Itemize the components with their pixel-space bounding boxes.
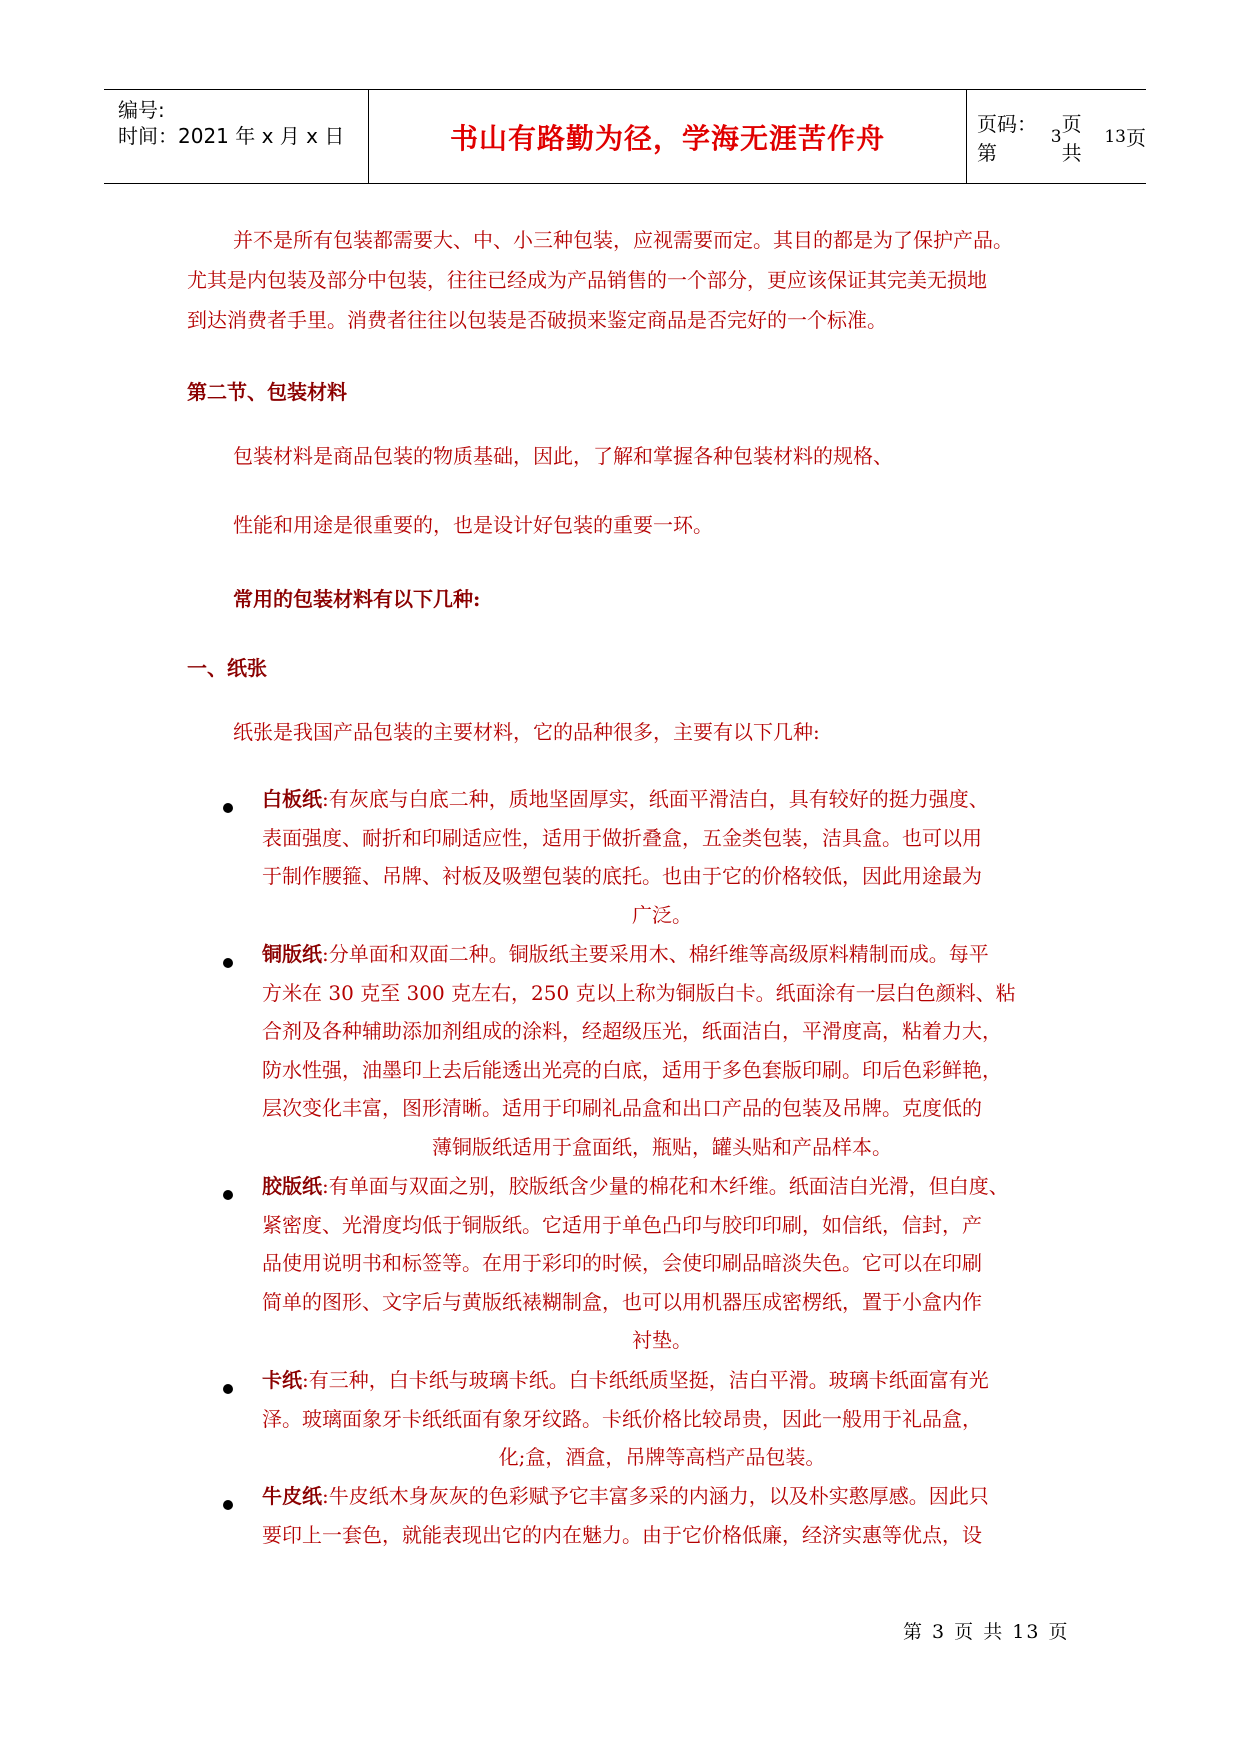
list-item: [262, 1167, 1062, 1360]
item-line: :牛皮纸木身灰灰的色彩赋予它丰富多采的内涵力，以及朴实憨厚感。因此只: [322, 1484, 989, 1508]
item-line: 简单的图形、文字后与黄版纸裱糊制盒，也可以用机器压成密楞纸，置于小盒内作: [262, 1289, 982, 1314]
item-line: 层次变化丰富，图形清晰。适用于印刷礼品盒和出口产品的包装及吊牌。克度低的: [262, 1096, 982, 1120]
common-materials-heading: 常用的包装材料有以下几种:: [233, 587, 481, 611]
bullet-dot: [223, 1500, 233, 1510]
section-paragraph: 包装材料是商品包装的物质基础，因此，了解和掌握各种包装材料的规格、: [233, 444, 893, 468]
item-line: 要印上一套色，就能表现出它的内在魅力。由于它价格低廉，经济实惠等优点，设: [262, 1522, 982, 1547]
item-line: 于制作腰箍、吊牌、衬板及吸塑包装的底托。也由于它的价格较低，因此用途最为: [262, 864, 982, 888]
item-line: 品使用说明书和标签等。在用于彩印的时候，会使印刷品暗淡失色。它可以在印刷: [262, 1251, 982, 1275]
item-line: 防水性强，油墨印上去后能透出光亮的白底，适用于多色套版印刷。印后色彩鲜艳，: [262, 1057, 1002, 1082]
page-footer: 第 3 页 共 13 页: [903, 1621, 1070, 1643]
item-term: 牛皮纸: [262, 1484, 322, 1508]
paper-intro: 纸张是我国产品包装的主要材料，它的品种很多，主要有以下几种:: [233, 720, 820, 744]
item-line: 化;盒，酒盒，吊牌等高档产品包装。: [498, 1445, 826, 1469]
header-meta: [104, 90, 369, 183]
item-line: 薄铜版纸适用于盒面纸，瓶贴，罐头贴和产品样本。: [432, 1134, 892, 1159]
item-line: :分单面和双面二种。铜版纸主要采用木、棉纤维等高级原料精制而成。每平: [322, 942, 989, 966]
item-line: 紧密度、光滑度均低于铜版纸。它适用于单色凸印与胶印印刷，如信纸，信封，产: [262, 1212, 982, 1237]
number-label: 编号:: [118, 98, 165, 122]
item-line: 泽。玻璃面象牙卡纸纸面有象牙纹路。卡纸价格比较昂贵，因此一般用于礼品盒，: [262, 1406, 982, 1431]
intro-line: 到达消费者手里。消费者往往以包装是否破损来鉴定商品是否完好的一个标准。: [187, 308, 887, 332]
item-term: 胶版纸: [262, 1174, 322, 1198]
bullet-dot: [223, 958, 233, 968]
intro-line: 并不是所有包装都需要大、中、小三种包装，应视需要而定。其目的都是为了保护产品。: [233, 228, 1013, 252]
section-paragraph: 性能和用途是很重要的，也是设计好包装的重要一环。: [233, 513, 713, 537]
page-total: 13: [1104, 126, 1126, 147]
list-item: [262, 1361, 1062, 1477]
section-title: 第二节、包装材料: [187, 380, 347, 404]
item-line: :有三种，白卡纸与玻璃卡纸。白卡纸纸质坚挺，洁白平滑。玻璃卡纸面富有光: [302, 1368, 989, 1392]
item-line: 衬垫。: [632, 1328, 692, 1352]
list-item: [262, 1477, 1062, 1554]
paper-title: 一、纸张: [187, 656, 267, 680]
time-label: 时间：2021 年 x 月 x 日: [118, 124, 345, 148]
intro-line: 尤其是内包装及部分中包装，往往已经成为产品销售的一个部分，更应该保证其完美无损地: [187, 268, 987, 292]
item-term: 铜版纸: [262, 942, 322, 966]
bullet-dot: [223, 803, 233, 813]
item-line: :有单面与双面之别，胶版纸含少量的棉花和木纤维。纸面洁白光滑，但白度、: [322, 1174, 1009, 1198]
header-page-number: [977, 90, 1146, 183]
item-line: :有灰底与白底二种，质地坚固厚实，纸面平滑洁白，具有较好的挺力强度、: [322, 787, 989, 811]
item-line: 方米在 30 克至 300 克左右，250 克以上称为铜版白卡。纸面涂有一层白色颜料、粘: [262, 980, 1016, 1005]
item-line: 合剂及各种辅助添加剂组成的涂料，经超级压光，纸面洁白，平滑度高，粘着力大，: [262, 1019, 1002, 1043]
page-prefix: 页码：第: [977, 111, 1037, 165]
list-item: [262, 780, 1062, 934]
page-suffix: 页: [1126, 126, 1146, 150]
page-mid: 页 共: [1061, 111, 1082, 165]
item-term: 白板纸: [262, 787, 322, 811]
list-item: [262, 935, 1062, 1166]
page-current: 3: [1050, 126, 1062, 147]
item-line: 表面强度、耐折和印刷适应性，适用于做折叠盒，五金类包装，洁具盒。也可以用: [262, 825, 982, 850]
bullet-dot: [223, 1384, 233, 1394]
page-header: [104, 89, 1146, 184]
item-line: 广泛。: [632, 902, 692, 927]
header-motto: 书山有路勤为径，学海无涯苦作舟: [369, 90, 967, 183]
bullet-dot: [223, 1190, 233, 1200]
item-term: 卡纸: [262, 1368, 302, 1392]
